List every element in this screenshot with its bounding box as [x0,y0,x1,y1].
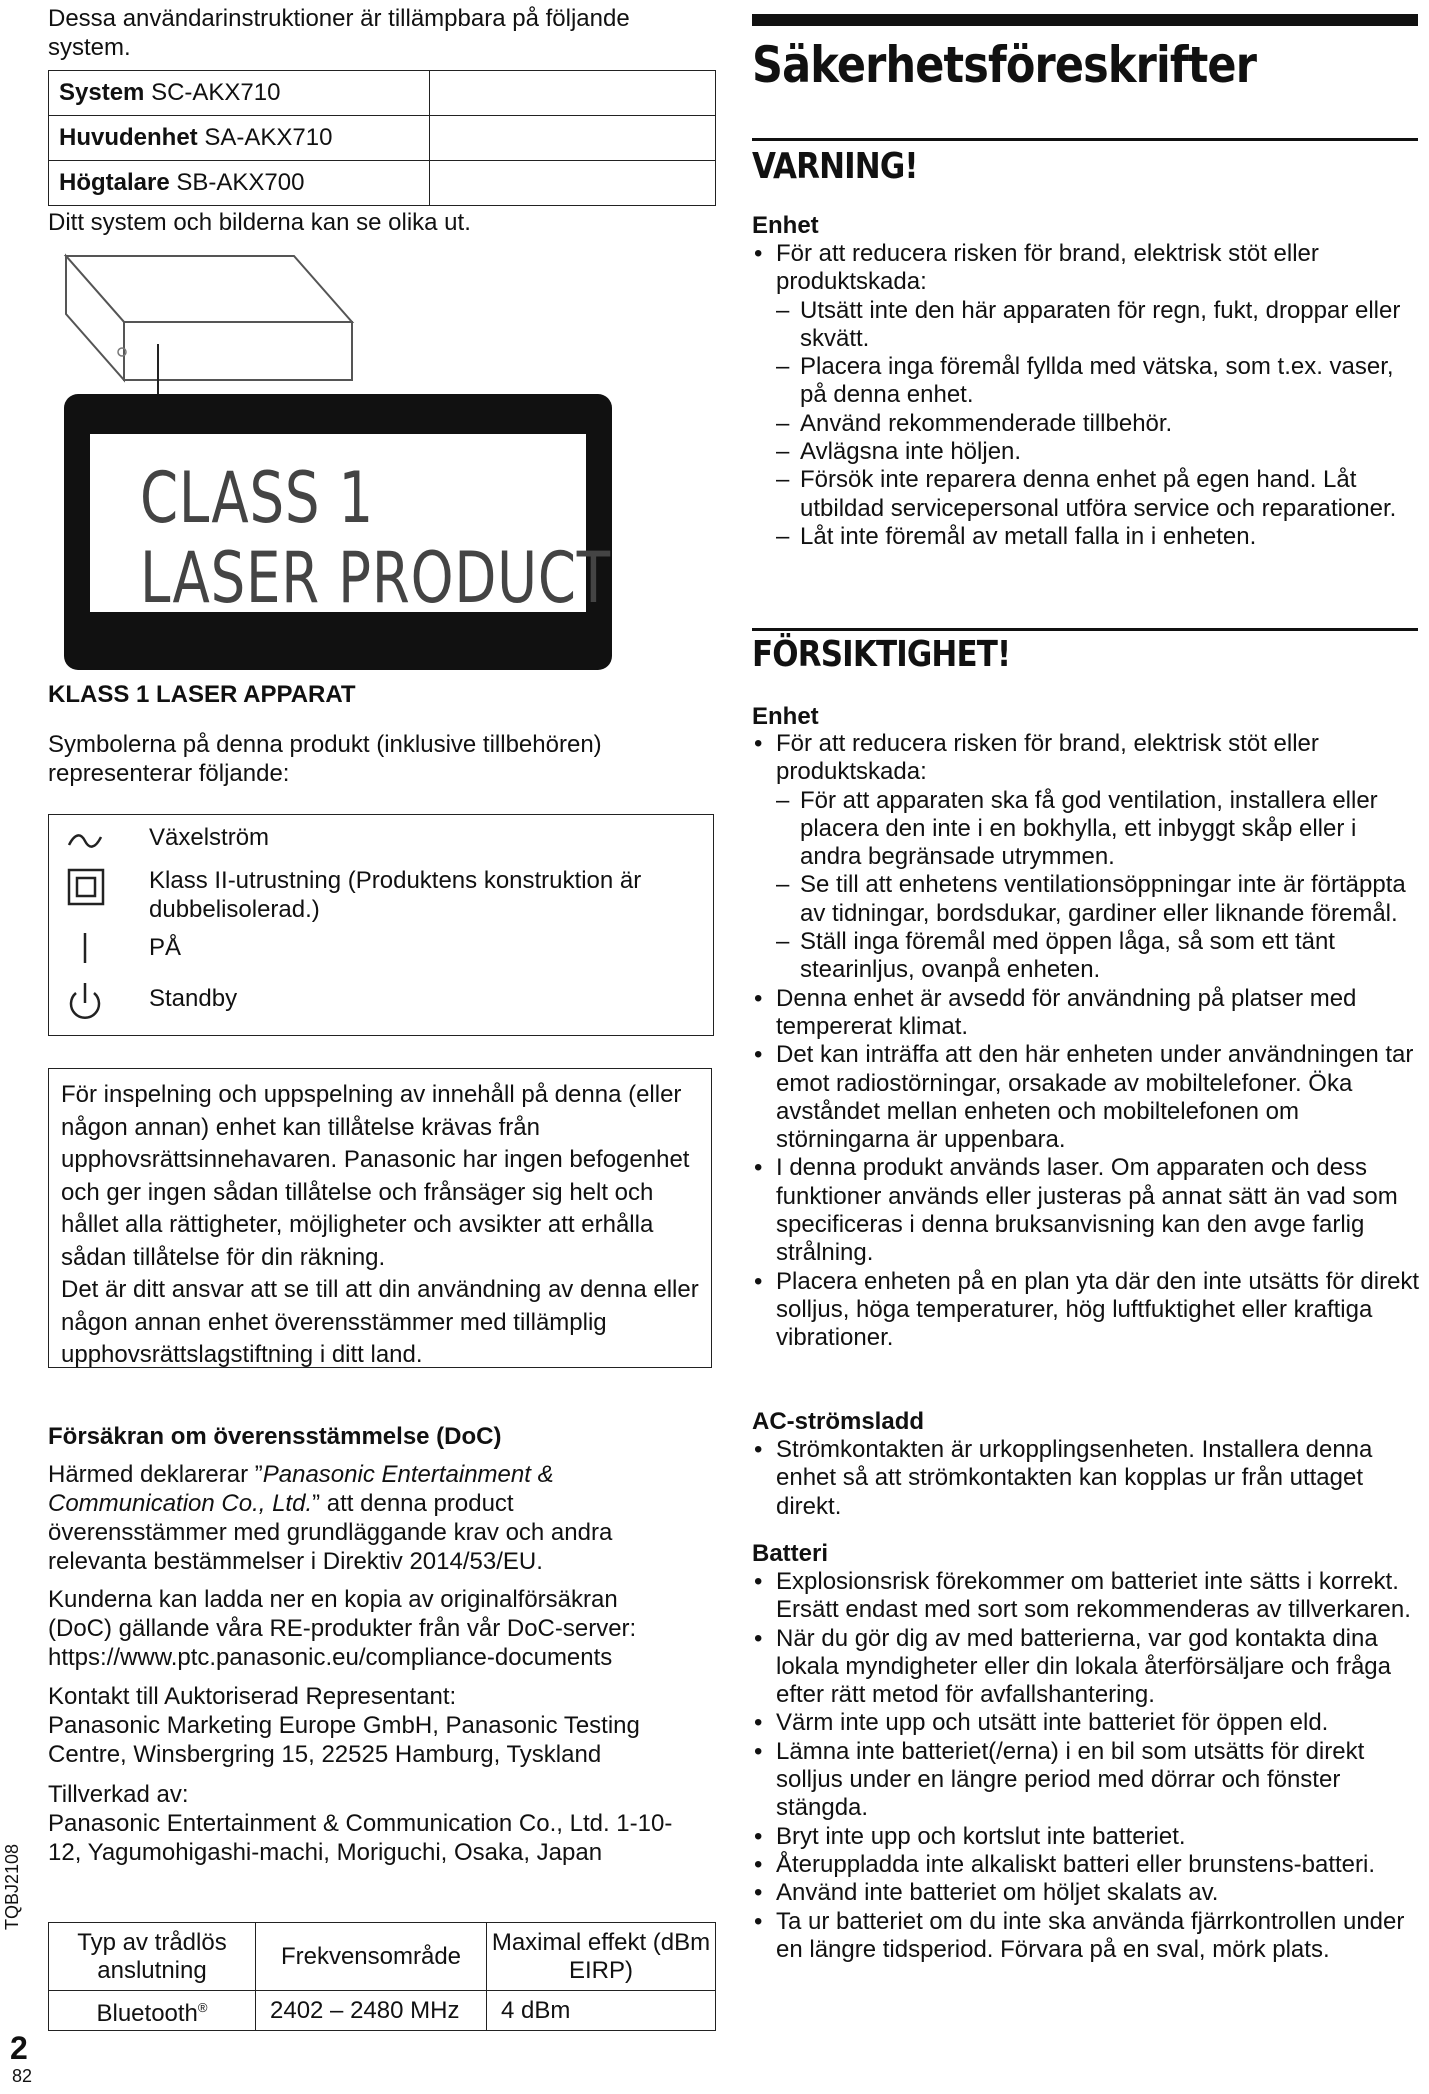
laser-line-2: LASER PRODUCT [140,537,611,619]
standby-icon [63,981,107,1023]
row-label: Huvudenhet [59,124,198,151]
list-item: – Försök inte reparera denna enhet på egen hand. Låt utbildad servicepersonal utföra service och reparationer. [752,466,1420,523]
symbol-text: Klass II-utrustning (Produktens konstruktion är dubbelisolerad.) [149,867,642,923]
ac-subheading: AC-strömsladd [752,1408,925,1435]
device-illustration [62,252,362,402]
list-item: • För att reducera risken för brand, elektrisk stöt eller produktskada: [752,730,1420,787]
copyright-paragraph: För inspelning och uppspelning av innehåll på denna (eller någon annan) enhet kan tillåtelse krävas från upphovsrättsinnehavaren. Panasonic har ingen befogenhet och ger ingen sådan tillåtelse och frånsäger sig helt och hållet alla rättigheter, möjligheter och avsikter att erhålla sådan tillåtelse för din räkning. [61,1081,690,1271]
copyright-box [48,1068,712,1368]
row-value: SC-AKX710 [151,79,281,106]
section-rule [752,628,1418,631]
symbol-text: PÅ [149,934,182,961]
warning-subheading: Enhet [752,212,819,239]
list-item: – Låt inte föremål av metall falla in i enheten. [752,523,1420,551]
table-row [49,1991,716,2031]
caution-heading: FÖRSIKTIGHET! [752,634,1011,675]
top-rule [752,14,1418,26]
list-item: • Lämna inte batteriet(/erna) i en bil som utsätts för direkt solljus under en längre period med dörrar och fönster stängda. [752,1738,1420,1823]
list-item: • Denna enhet är avsedd för användning på platser med tempererat klimat. [752,985,1420,1042]
list-item: • Det kan inträffa att den här enheten under användningen tar emot radiostörningar, orsakade av mobiltelefoner. Öka avståndet mellan enheten och mobiltelefonen om störningarna är uppenbara. [752,1041,1420,1154]
list-item: • I denna produkt används laser. Om apparaten och dess funktioner används eller justeras på annat sätt än vad som specificeras i denna bruksanvisning kan den avge farlig strålning. [752,1154,1420,1267]
table-row [49,161,716,206]
symbols-table [48,814,714,1036]
system-note: Ditt system och bilderna kan se olika ut. [48,209,471,236]
list-item: • Använd inte batteriet om höljet skalats av. [752,1879,1420,1907]
doc-url: https://www.ptc.panasonic.eu/compliance-documents [48,1644,613,1671]
laser-label [64,394,612,670]
company-name: Panasonic Entertainment & Communication Co., Ltd. [48,1461,554,1517]
sub-page-number: 82 [12,2066,33,2086]
doc-representative: Kontakt till Auktoriserad Representant: Panasonic Marketing Europe GmbH, Panasonic Testing Centre, Winsbergring 15, 22525 Hamburg, Tyskland [48,1683,640,1768]
doc-download: Kunderna kan ladda ner en kopia av originalförsäkran (DoC) gällande våra RE-produkter från vår DoC-server: https://www.ptc.panasonic.eu/compliance-documents [48,1585,688,1672]
row-label: System [59,79,145,106]
list-item: • För att reducera risken för brand, elektrisk stöt eller produktskada: [752,240,1420,297]
battery-list [752,1568,1420,1964]
section-rule [752,138,1418,141]
list-item: – Ställ inga föremål med öppen låga, så som ett tänt stearinljus, ovanpå enheten. [752,928,1420,985]
header-cell: Typ av trådlös anslutning [49,1923,256,1991]
doc-heading: Försäkran om överensstämmelse (DoC) [48,1423,502,1450]
list-item: – Avlägsna inte höljen. [752,438,1420,466]
warning-heading: VARNING! [752,146,918,187]
list-item: – Placera inga föremål fyllda med vätska, som t.ex. vaser, på denna enhet. [752,353,1420,410]
row-value: SA-AKX710 [204,124,333,151]
page-number: 2 [10,2030,28,2066]
caution-list [752,730,1420,1353]
power-on-icon [63,931,107,965]
warning-list [752,240,1420,551]
table-row [49,1923,716,1991]
copyright-paragraph: Det är ditt ansvar att se till att din användning av denna eller någon annan enhet överensstämmer med tillämplig upphovsrättslagstiftning i ditt land. [61,1276,699,1368]
page-title: Säkerhetsföreskrifter [752,36,1257,94]
list-item: • Bryt inte upp och kortslut inte batteriet. [752,1823,1420,1851]
caution-subheading: Enhet [752,703,819,730]
doc-paragraph: Härmed deklarerar ”Panasonic Entertainment & Communication Co., Ltd.” att denna product överensstämmer med grundläggande krav och andra relevanta bestämmelser i Direktiv 2014/53/EU. [48,1461,613,1575]
table-row [49,116,716,161]
doc-manufacturer: Tillverkad av: Panasonic Entertainment & Communication Co., Ltd. 1-10-12, Yagumohigashi-machi, Moriguchi, Osaka, Japan [48,1781,673,1866]
list-item: – Se till att enhetens ventilationsöppningar inte är förtäppta av tidningar, bordsdukar, gardiner eller liknande föremål. [752,871,1420,928]
list-item: – Använd rekommenderade tillbehör. [752,410,1420,438]
battery-subheading: Batteri [752,1540,829,1567]
list-item: • Återuppladda inte alkaliskt batteri eller brunstens-batteri. [752,1851,1420,1879]
list-item: • När du gör dig av med batterierna, var god kontakta dina lokala myndigheter eller din lokala återförsäljare och fråga efter rätt metod för avfallshantering. [752,1625,1420,1710]
ac-list [752,1436,1420,1521]
double-insulation-icon [63,867,107,907]
list-item: • Ta ur batteriet om du inte ska använda fjärrkontrollen under en längre tidsperiod. Förvara på en sval, mörk plats. [752,1908,1420,1965]
row-label: Högtalare [59,169,170,196]
list-item: • Explosionsrisk förekommer om batteriet inte sätts i korrekt. Ersätt endast med sort som rekommenderas av tillverkaren. [752,1568,1420,1625]
symbols-intro: Symbolerna på denna produkt (inklusive tillbehören) representerar följande: [48,731,602,787]
system-table [48,70,716,206]
list-item: – För att apparaten ska få god ventilation, installera eller placera den inte i en bokhylla, ett inbyggt skåp eller i andra begränsade utrymmen. [752,787,1420,872]
symbol-text: Växelström [149,824,270,851]
list-item: • Placera enheten på en plan yta där den inte utsätts för direkt solljus, höga temperaturer, hög luftfuktighet eller kraftiga vibrationer. [752,1268,1420,1353]
cell-type: Bluetooth® [49,1991,256,2031]
wireless-table [48,1922,716,2031]
header-cell: Frekvensområde [256,1923,487,1991]
list-item: • Strömkontakten är urkopplingsenheten. Installera denna enhet så att strömkontakten kan kopplas ur från uttaget direkt. [752,1436,1420,1521]
header-cell: Maximal effekt (dBm EIRP) [487,1923,716,1991]
cell-frequency: 2402 – 2480 MHz [256,1991,487,2031]
symbol-text: Standby [149,985,238,1012]
list-item: • Värm inte upp och utsätt inte batteriet för öppen eld. [752,1709,1420,1737]
row-value: SB-AKX700 [176,169,305,196]
table-row [49,71,716,116]
intro-text: Dessa användarinstruktioner är tillämpbara på följande system. [48,5,630,61]
doc-code: TQBJ2108 [2,1843,22,1930]
ac-wave-icon [63,829,107,853]
laser-caption: KLASS 1 LASER APPARAT [48,681,356,708]
list-item: – Utsätt inte den här apparaten för regn, fukt, droppar eller skvätt. [752,297,1420,354]
laser-line-1: CLASS 1 [140,457,375,539]
cell-power: 4 dBm [487,1991,716,2031]
